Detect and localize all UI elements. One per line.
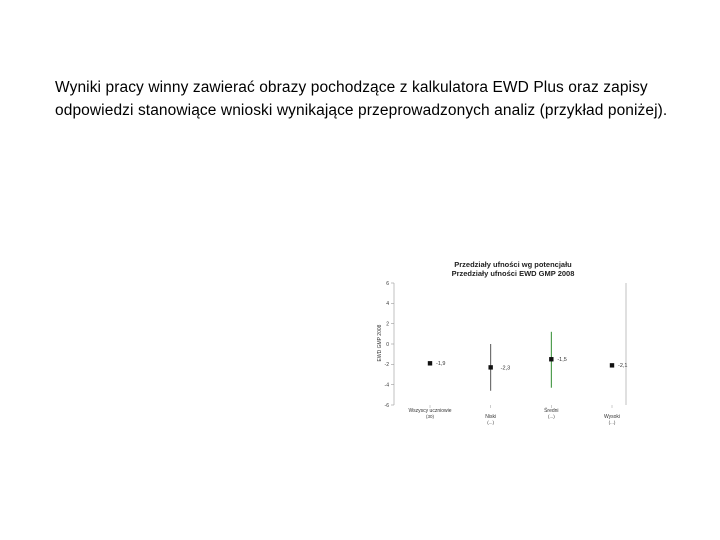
category-count-label: (...) (487, 420, 495, 425)
y-tick-label: -4 (384, 382, 389, 389)
y-tick-label: -6 (384, 402, 389, 409)
data-label: -2,1 (618, 363, 628, 370)
category-count-label: (30) (425, 414, 435, 419)
y-tick-label: 2 (386, 321, 389, 328)
point-marker (428, 361, 432, 365)
point-marker (488, 365, 492, 369)
y-tick-label: 4 (386, 301, 389, 308)
category-label: Niski (485, 414, 497, 420)
y-tick-label: 6 (386, 280, 389, 287)
plot-area (385, 281, 628, 425)
category-count-label: (...) (608, 420, 616, 425)
y-axis-label: EWD GMP 2008 (377, 324, 383, 362)
chart-subtitle: Przedziały ufności EWD GMP 2008 (451, 269, 575, 278)
y-tick-label: -2 (384, 362, 389, 369)
data-label: -1,5 (557, 357, 567, 364)
ewd-chart (370, 255, 632, 425)
point-marker (610, 363, 614, 367)
data-label: -1,9 (436, 361, 446, 368)
category-label: Średni (544, 408, 559, 414)
data-label: -2,3 (500, 365, 511, 372)
category-label: Wysoki (603, 414, 621, 420)
ewd-figure (370, 255, 632, 425)
point-marker (549, 357, 553, 361)
body-paragraph: Wyniki pracy winny zawierać obrazy pochodzące z kalkulatora EWD Plus oraz zapisy odpowiedzi stanowiące wnioski wynikające przeprowadzonych analiz (przykład poniżej). (55, 79, 668, 119)
category-label: Wszyscy uczniowie (408, 408, 452, 414)
y-tick-label: 0 (386, 341, 389, 348)
category-count-label: (...) (547, 414, 555, 419)
chart-title: Przedziały ufności wg potencjału (454, 260, 572, 269)
